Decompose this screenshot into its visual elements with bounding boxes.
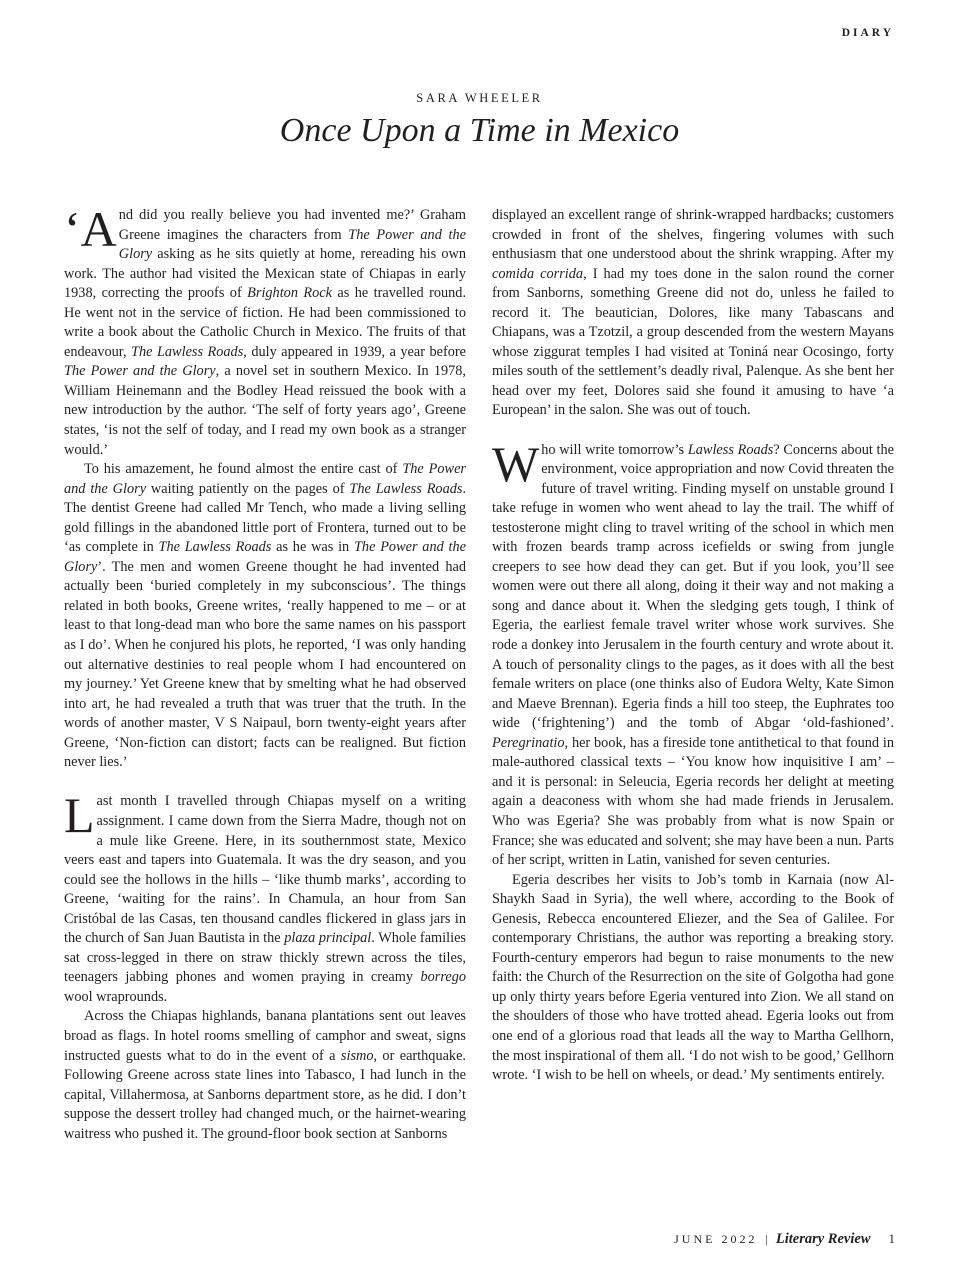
paragraph: displayed an excellent range of shrink-wrapped hardbacks; customers crowded in front of the shelves, fingering volumes with such enthusiasm that one understood about the shrink wrapping. After my comida corrida, I had my toes done in the salon round the corner from Sanborns, something Greene did not do, unless he failed to record it. The beautician, Dolores, like many Tabascans and Chiapans, was a Tzotzil, a group descended from the western Mayans whose ziggurat temples I had visited at Toniná near Ocosingo, forty miles south of the settlement’s deadly rival, Palenque. As she bent her head over my feet, Dolores said she found it amusing to have ‘a European’ in the salon. She was out of touch. xyxy=(492,207,894,419)
left-column xyxy=(64,201,467,1144)
footer-separator: | xyxy=(765,1232,768,1246)
section-label: DIARY xyxy=(841,27,894,39)
paragraph: To his amazement, he found almost the entire cast of The Power and the Glory waiting patiently on the pages of The Lawless Roads. The dentist Greene had called Mr Tench, who made a living selling gold fillings in the abandoned little port of Frontera, turned out to be ‘as complete in The Lawless Roads as he was in The Power and the Glory’. The men and women Greene thought he had invented had actually been ‘buried completely in my subconscious’. The things related in both books, Greene writes, ‘really happened to me – or at least to that long-dead man who bore the same names on his passport as I do’. When he conjured his plots, he reported, ‘I was only handing out alternative destinies to real people whom I had encountered on my journey.’ Yet Greene knew that by smelting what he had observed into art, he had revealed a truth that was truer that the truth. In the words of another master, V S Naipaul, born twenty-eight years after Greene, ‘Non-fiction can distort; facts can be realigned. But fiction never lies.’ xyxy=(64,461,467,771)
right-column xyxy=(492,206,894,1086)
paragraph: Egeria describes her visits to Job’s tomb in Karnaia (now Al-Shaykh Saad in Syria), the well where, according to the Book of Genesis, Rebecca encountered Eliezer, and the Sea of Galilee. For contemporary Christians, the author was reporting a breaking story. Fourth-century emperors had begun to raise monuments to the new faith: the Church of the Resurrection on the site of Golgotha had gone up only thirty years before Egeria ventured into Zion. We all stand on the shoulders of those who have trotted ahead. Egeria looks out from one end of a glorious road that leads all the way to Martha Gellhorn, the most inspirational of them all. ‘I do not wish to be good,’ Gellhorn wrote. ‘I wish to be hell on wheels, or dead.’ My sentiments entirely. xyxy=(492,871,894,1084)
paragraph: ‘And did you really believe you had invented me?’ Graham Greene imagines the characters from The Power and the Glory asking as he sits quietly at home, rereading his own work. The author had visited the Mexican state of Chiapas in early 1938, correcting the proofs of Brighton Rock as he travelled round. He went not in the service of fiction. He had been commissioned to write a book about the Catholic Church in Mexico. The fruits of that endeavour, The Lawless Roads, duly appeared in 1939, a year before The Power and the Glory, a novel set in southern Mexico. In 1978, William Heinemann and the Bodley Head reissued the book with a new introduction by the author. ‘The self of forty years ago’, Greene states, ‘is not the self of today, and I read my own book as a stranger would.’ xyxy=(64,201,467,458)
paragraph: Across the Chiapas highlands, banana plantations sent out leaves broad as flags. In hotel rooms smelling of camphor and sweat, signs instructed guests what to do in the event of a sismo, or earthquake. Following Greene across state lines into Tabasco, I had lunch in the capital, Villahermosa, at Sanborns department store, as he did. I don’t suppose the dessert trolley had changed much, or the hairnet-wearing waitress who pushed it. The ground-floor book section at Sanborns xyxy=(64,1008,467,1142)
drop-cap: W xyxy=(492,435,540,492)
drop-cap: L xyxy=(64,787,95,844)
paragraph: Who will write tomorrow’s Lawless Roads? Concerns about the environment, voice appropriation and now Covid threaten the future of travel writing. Finding myself on unstable ground I take refuge in women who went ahead to lay the trail. The whiff of testosterone might cling to travel writing of the school in which men with frozen beards tramp across icefields or swing from jungle creepers to see how dead they can get. But if you look, you’ll see women were out there all along, doing it their way and not making a song and dance about it. When the sledging gets tough, I think of Egeria, the earliest female travel writer whose work survives. She rode a donkey into Jerusalem in the fourth century and wrote about it. A touch of personality clings to the pages, as it does with all the best female writers on place (one thinks also of Eudora Welty, Kate Simon and Maeve Brennan). Egeria finds a hill too steep, the Euphrates too wide (‘frightening’) and the tomb of Abgar ‘old-fashioned’. Peregrinatio, her book, has a fireside tone antithetical to that found in male-authored classical texts – ‘You know how inquisitive I am’ – and it is personal: in Seleucia, Egeria records her delight at meeting again a deaconess with whom she had made friends in Jerusalem. Who was Egeria? She was probably from what is now Spain or France; she was educated and solvent; she may have been a nun. Parts of her script, written in Latin, vanished for seven centuries. xyxy=(492,435,894,869)
byline: SARA WHEELER xyxy=(416,91,543,105)
paragraph: Last month I travelled through Chiapas myself on a writing assignment. I came down from the Sierra Madre, though not on a mule like Greene. Here, in its southernmost state, Mexico veers east and tapers into Guatemala. It was the dry season, and you could see the hollows in the hills – ‘like thumb marks’, according to Greene, ‘waiting for the rains’. In Chamula, an hour from San Cristóbal de las Casas, ten thousand candles flickered in glass jars in the church of San Juan Bautista in the plaza principal. Whole families sat cross-legged in there on straw thickly strewn across the tiles, teenagers jabbing phones and women praying in creamy borrego wool wraprounds. xyxy=(64,787,466,1005)
journal-name: Literary Review xyxy=(775,1231,871,1247)
page-footer xyxy=(674,1231,895,1248)
article-headline: Once Upon a Time in Mexico xyxy=(279,112,680,149)
page-number: 1 xyxy=(888,1231,895,1246)
drop-cap: ‘A xyxy=(64,201,117,257)
issue-date: JUNE 2022 xyxy=(674,1232,758,1246)
